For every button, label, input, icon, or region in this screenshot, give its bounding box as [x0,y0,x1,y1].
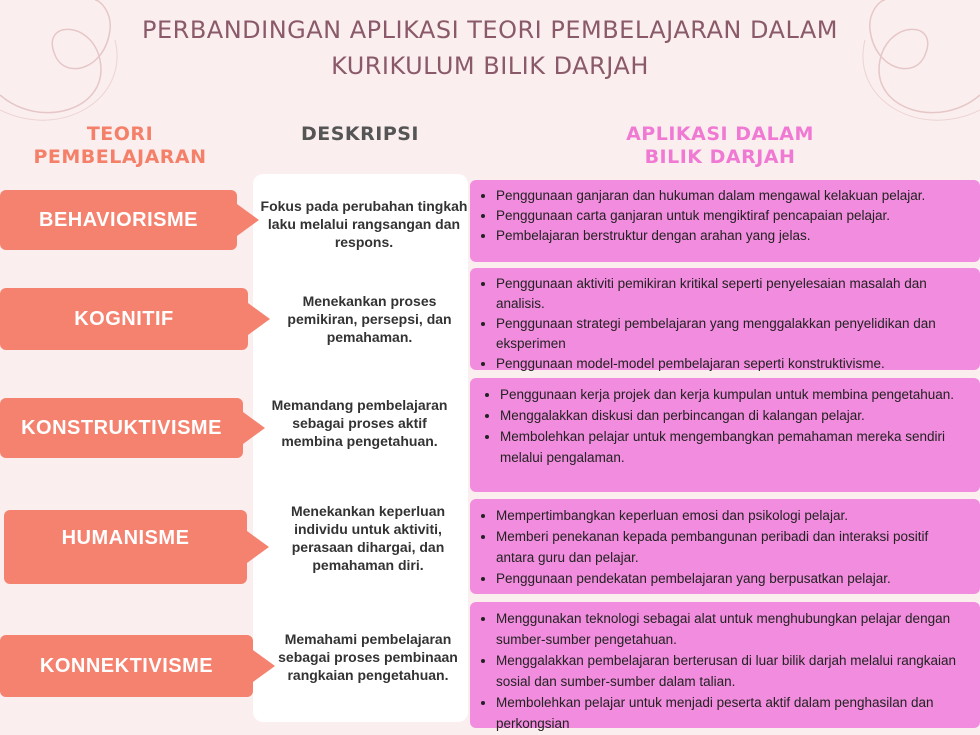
arrow-icon [248,303,270,335]
list-item: • Penggunaan aktiviti pemikiran kritikal seperti penyelesaian masalah dan analisis. [496,274,970,314]
application-box-konnektivisme [470,602,980,731]
list-item: • Membolehkan pelajar untuk menjadi peserta aktif dalam penghasilan dan perkongsian [496,692,970,734]
application-box-behaviorisme [470,180,980,262]
theory-label: HUMANISME [61,526,190,549]
theory-label: KOGNITIF [74,307,174,330]
theory-label: KONSTRUKTIVISME [21,416,222,439]
description-konnektivisme: Memahami pembelajaran sebagai proses pembinaan rangkaian pengetahuan. [278,631,458,683]
list-item: • Menggalakkan diskusi dan perbincangan di kalangan pelajar. [500,405,970,426]
description-behaviorisme: Fokus pada perubahan tingkah laku melalui rangsangan dan respons. [260,198,468,250]
list-item: • Penggunaan strategi pembelajaran yang menggalakkan penyelidikan dan eksperimen [496,314,970,354]
page-title [0,12,980,84]
application-box-humanisme [470,499,980,594]
theory-box-behaviorisme [0,190,237,250]
theory-box-kognitif [0,288,248,350]
header-deskripsi: DESKRIPSI [300,123,420,145]
list-item: • Membolehkan pelajar untuk mengembangkan pemahaman mereka sendiri melalui pengalaman. [500,426,970,468]
description-konstruktivisme: Memandang pembelajaran sebagai proses aktif membina pengetahuan. [271,397,448,449]
arrow-icon [247,531,269,563]
list-item: • Mempertimbangkan keperluan emosi dan psikologi pelajar. [496,505,970,526]
list-item: • Menggunakan teknologi sebagai alat untuk menghubungkan pelajar dengan sumber-sumber pengetahuan. [496,608,970,650]
header-aplikasi: APLIKASI DALAM BILIK DARJAH [626,123,814,168]
application-box-konstruktivisme [470,378,980,492]
list-item: • Penggunaan model-model pembelajaran seperti konstruktivisme. [496,354,970,374]
theory-label: KONNEKTIVISME [39,654,214,677]
list-item: • Penggunaan ganjaran dan hukuman dalam mengawal kelakuan pelajar. [496,186,970,206]
list-item: • Penggunaan carta ganjaran untuk mengiktiraf pencapaian pelajar. [496,206,970,226]
list-item: • Memberi penekanan kepada pembangunan peribadi dan interaksi positif antara guru dan pelajar. [496,526,970,568]
description-humanisme: Menekankan keperluan individu untuk aktiviti, perasaan dihargai, dan pemahaman diri. [290,503,446,573]
page-title-line2: KURIKULUM BILIK DARJAH [331,52,649,80]
list-item: • Menggalakkan pembelajaran berterusan di luar bilik darjah melalui rangkaian sosial dan sumber-sumber dalam talian. [496,650,970,692]
header-teori: TEORI PEMBELAJARAN [33,123,207,168]
theory-box-konstruktivisme [0,398,243,458]
application-box-kognitif [470,268,980,370]
list-item: • Penggunaan kerja projek dan kerja kumpulan untuk membina pengetahuan. [500,384,970,405]
theory-box-humanisme [4,510,247,584]
list-item: • Penggunaan pendekatan pembelajaran yang berpusatkan pelajar. [496,568,970,589]
description-kognitif: Menekankan proses pemikiran, persepsi, dan pemahaman. [287,293,452,345]
page-title-line1: PERBANDINGAN APLIKASI TEORI PEMBELAJARAN DALAM [142,16,838,44]
theory-box-konnektivisme [0,635,253,697]
list-item: • Pembelajaran berstruktur dengan arahan yang jelas. [496,226,970,246]
theory-label: BEHAVIORISME [39,208,198,231]
arrow-icon [237,204,259,236]
